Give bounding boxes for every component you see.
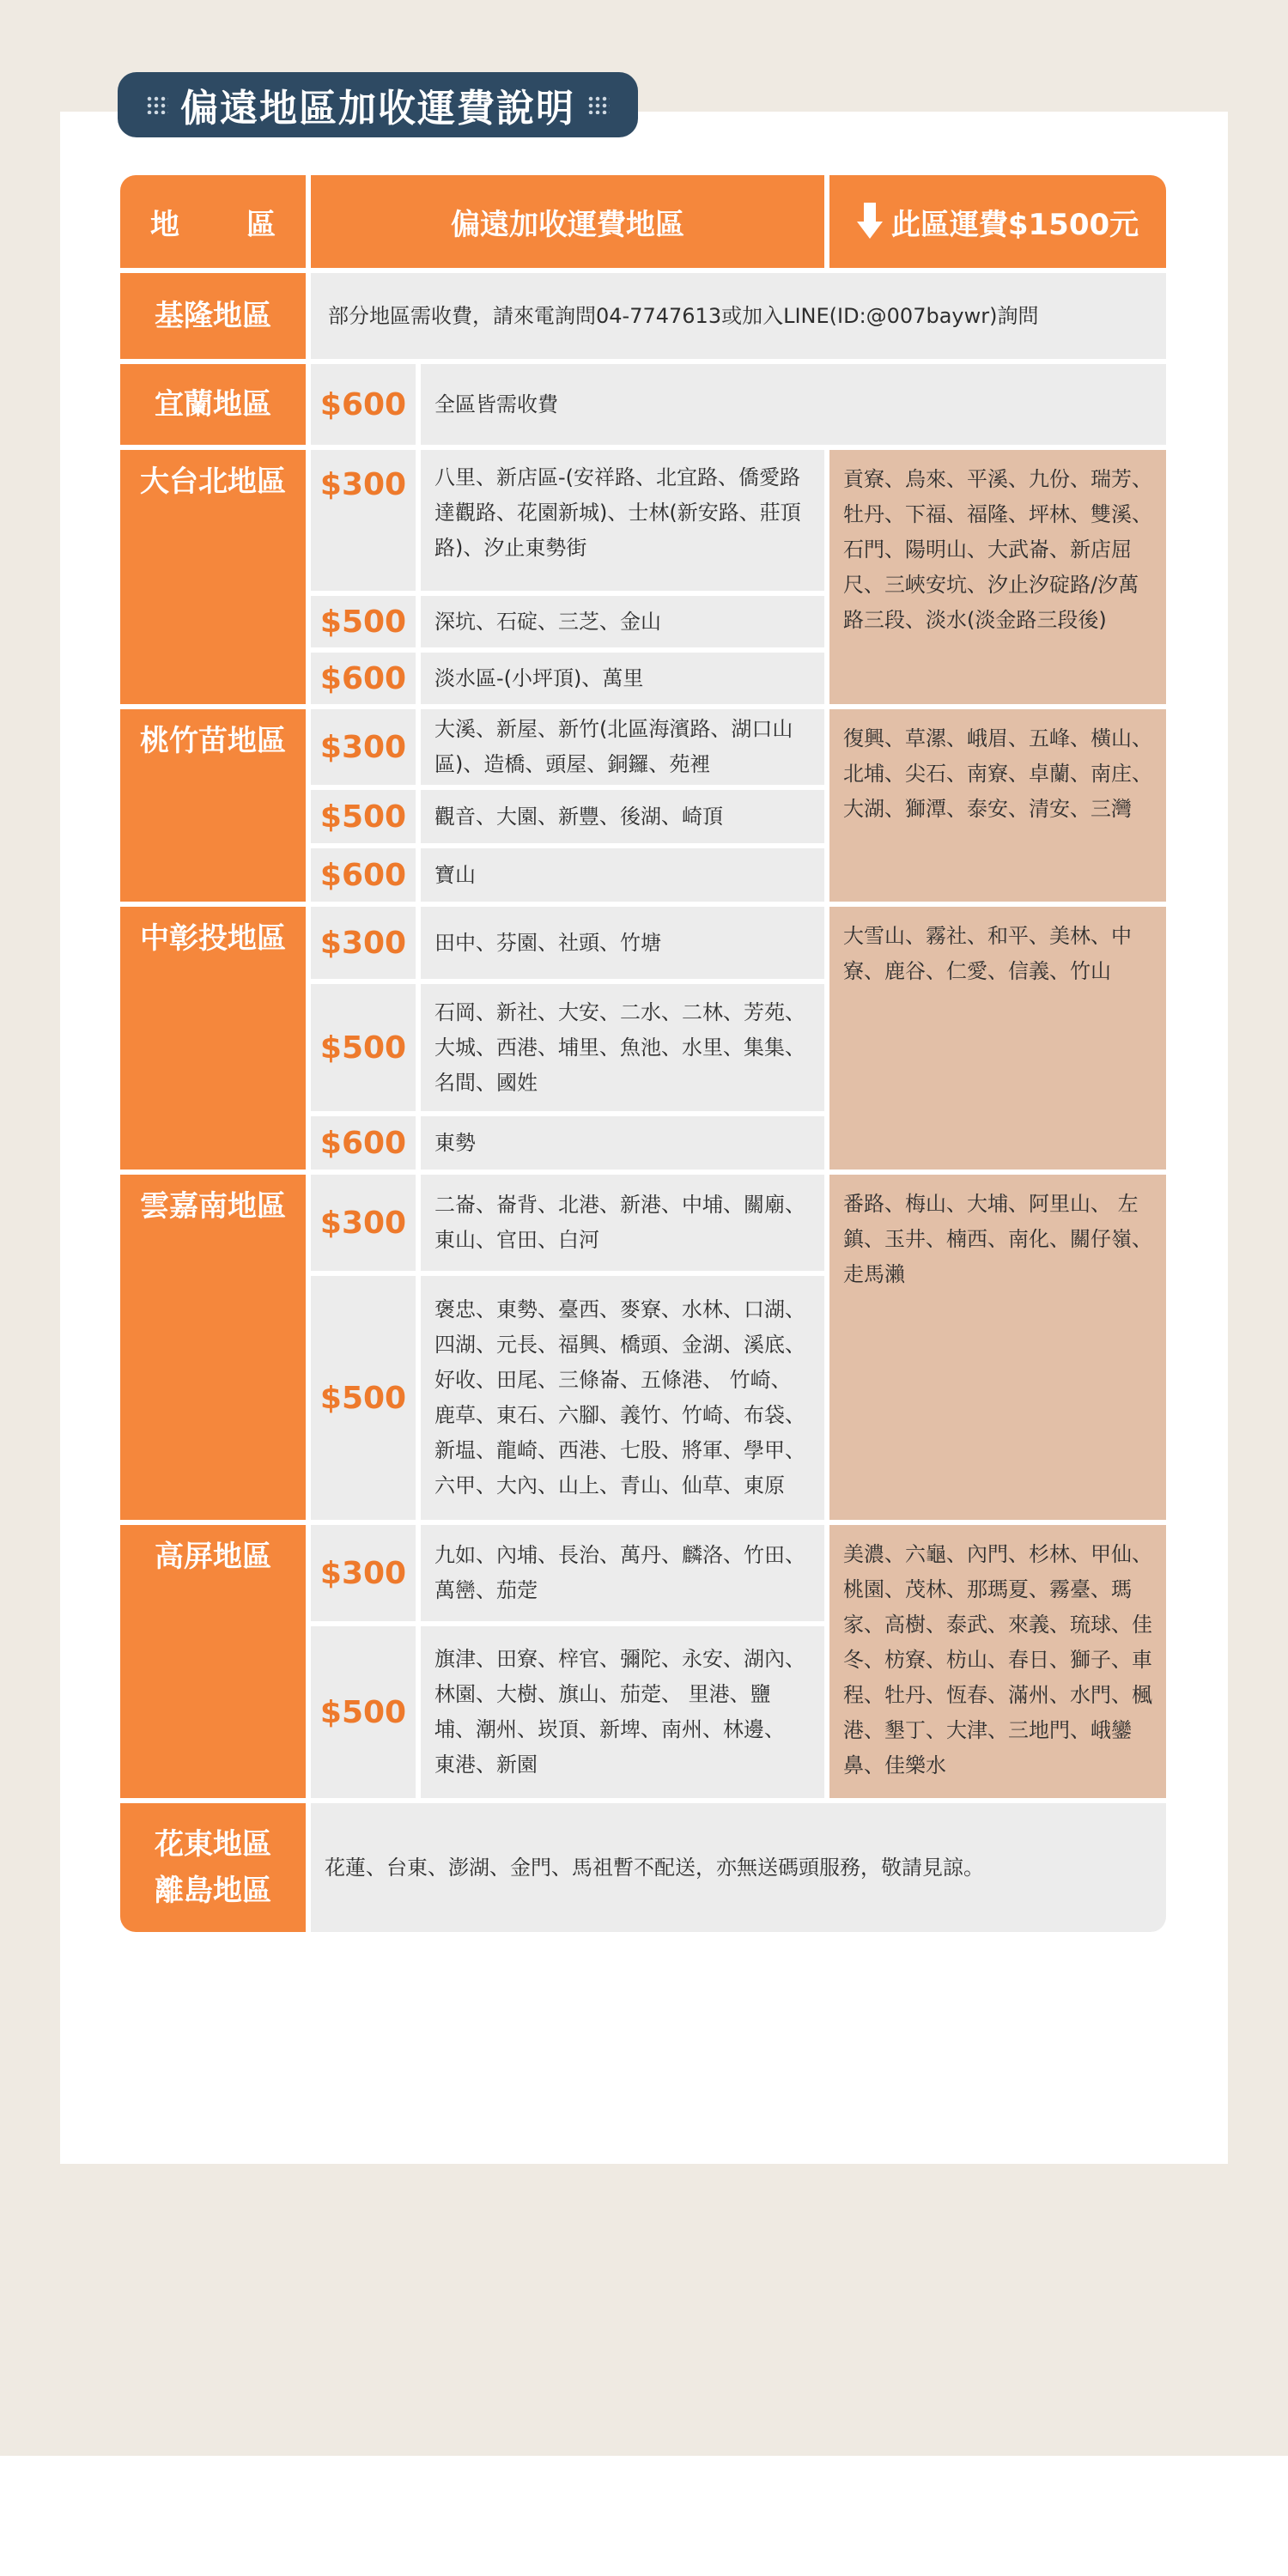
price-cell: $300 <box>311 1525 416 1621</box>
header-surcharge: 偏遠加收運費地區 <box>311 175 824 268</box>
exclusive-area-list: 美濃、六龜、內門、杉林、甲仙、桃園、茂林、那瑪夏、霧臺、瑪家、高樹、泰武、來義、琉球、佳冬、枋寮、枋山、春日、獅子、車程、牡丹、恆春、滿州、水門、楓港、墾丁、大津、三地門、峨鑾鼻、佳樂水 <box>829 1525 1166 1798</box>
keelung-note: 部分地區需收費，請來電詢問04-7747613或加入LINE(ID:@007baywr)詢問 <box>311 273 1166 359</box>
title-banner <box>118 72 638 137</box>
dots-ornament-right <box>587 95 610 114</box>
region-zhongzhangtou: 中彰投地區 <box>120 907 306 1170</box>
area-list: 大溪、新屋、新竹(北區海濱路、湖口山區)、造橋、頭屋、銅鑼、苑裡 <box>421 709 824 785</box>
area-list: 東勢 <box>421 1116 824 1170</box>
exclusive-area-list: 復興、草漯、峨眉、五峰、橫山、北埔、尖石、南寮、卓蘭、南庄、大湖、獅潭、泰安、清安、三灣 <box>829 709 1166 902</box>
huadong-note: 花蓮、台東、澎湖、金門、馬祖暫不配送，亦無送碼頭服務，敬請見諒。 <box>311 1803 1166 1932</box>
price-cell: $300 <box>311 450 416 591</box>
arrow-down-icon <box>857 203 883 240</box>
exclusive-area-list: 番路、梅山、大埔、阿里山、 左鎮、玉井、楠西、南化、關仔嶺、走馬瀨 <box>829 1175 1166 1520</box>
area-list: 旗津、田寮、梓官、彌陀、永安、湖內、林園、大樹、旗山、茄萣、 里港、鹽埔、潮州、崁頂、新埤、南州、林邊、 東港、新園 <box>421 1626 824 1798</box>
area-list: 石岡、新社、大安、二水、二林、芳苑、大城、西港、埔里、魚池、水里、集集、名間、國姓 <box>421 984 824 1111</box>
region-keelung: 基隆地區 <box>120 273 306 359</box>
area-list: 八里、新店區-(安祥路、北宜路、僑愛路達觀路、花園新城)、士林(新安路、莊頂路)、汐止東勢街 <box>421 450 824 591</box>
area-list: 寶山 <box>421 848 824 902</box>
price-cell: $500 <box>311 790 416 843</box>
header-exclusive-label: 此區運費$1500元 <box>890 207 1139 242</box>
region-huadong-label: 花東地區 <box>155 1827 271 1862</box>
region-taozhumiao: 桃竹苗地區 <box>120 709 306 902</box>
price-cell: $600 <box>311 364 416 445</box>
region-taipei: 大台北地區 <box>120 450 306 704</box>
shipping-table <box>120 175 1168 1932</box>
price-cell: $500 <box>311 596 416 647</box>
price-cell: $300 <box>311 907 416 979</box>
footer-blank <box>0 2456 1288 2576</box>
area-list: 褒忠、東勢、臺西、麥寮、水林、口湖、四湖、元長、福興、橋頭、金湖、溪底、好收、田尾、三條崙、五條港、 竹崎、鹿草、東石、六腳、義竹、竹崎、布袋、新塭、龍崎、西港、七股、將軍、學甲、六甲、大內、山上、青山、仙草、東原 <box>421 1276 824 1520</box>
area-list: 淡水區-(小坪頂)、萬里 <box>421 653 824 704</box>
price-cell: $600 <box>311 1116 416 1170</box>
area-list: 二崙、崙背、北港、新港、中埔、關廟、東山、官田、白河 <box>421 1175 824 1271</box>
price-cell: $500 <box>311 1276 416 1520</box>
price-cell: $500 <box>311 1626 416 1798</box>
exclusive-area-list: 貢寮、烏來、平溪、九份、瑞芳、牡丹、下福、福隆、坪林、雙溪、石門、陽明山、大武崙、新店屈尺、三峽安坑、汐止汐碇路/汐萬路三段、淡水(淡金路三段後) <box>829 450 1166 704</box>
region-huadong-islands <box>120 1803 306 1932</box>
area-list: 深坑、石碇、三芝、金山 <box>421 596 824 647</box>
header-region: 地 區 <box>120 175 306 268</box>
header-exclusive <box>829 175 1166 268</box>
page-title: 偏遠地區加收運費說明 <box>180 87 575 131</box>
price-cell: $600 <box>311 848 416 902</box>
region-islands-label: 離島地區 <box>155 1874 271 1908</box>
region-kaoping: 高屏地區 <box>120 1525 306 1798</box>
area-list: 觀音、大園、新豐、後湖、崎頂 <box>421 790 824 843</box>
area-list: 全區皆需收費 <box>421 364 1166 445</box>
region-yilan: 宜蘭地區 <box>120 364 306 445</box>
price-cell: $300 <box>311 709 416 785</box>
price-cell: $600 <box>311 653 416 704</box>
price-cell: $300 <box>311 1175 416 1271</box>
region-yunjianan: 雲嘉南地區 <box>120 1175 306 1520</box>
dots-ornament-left <box>146 95 168 114</box>
price-cell: $500 <box>311 984 416 1111</box>
area-list: 九如、內埔、長治、萬丹、麟洛、竹田、萬巒、茄萣 <box>421 1525 824 1621</box>
area-list: 田中、芬園、社頭、竹塘 <box>421 907 824 979</box>
exclusive-area-list: 大雪山、霧社、和平、美林、中寮、鹿谷、仁愛、信義、竹山 <box>829 907 1166 1170</box>
